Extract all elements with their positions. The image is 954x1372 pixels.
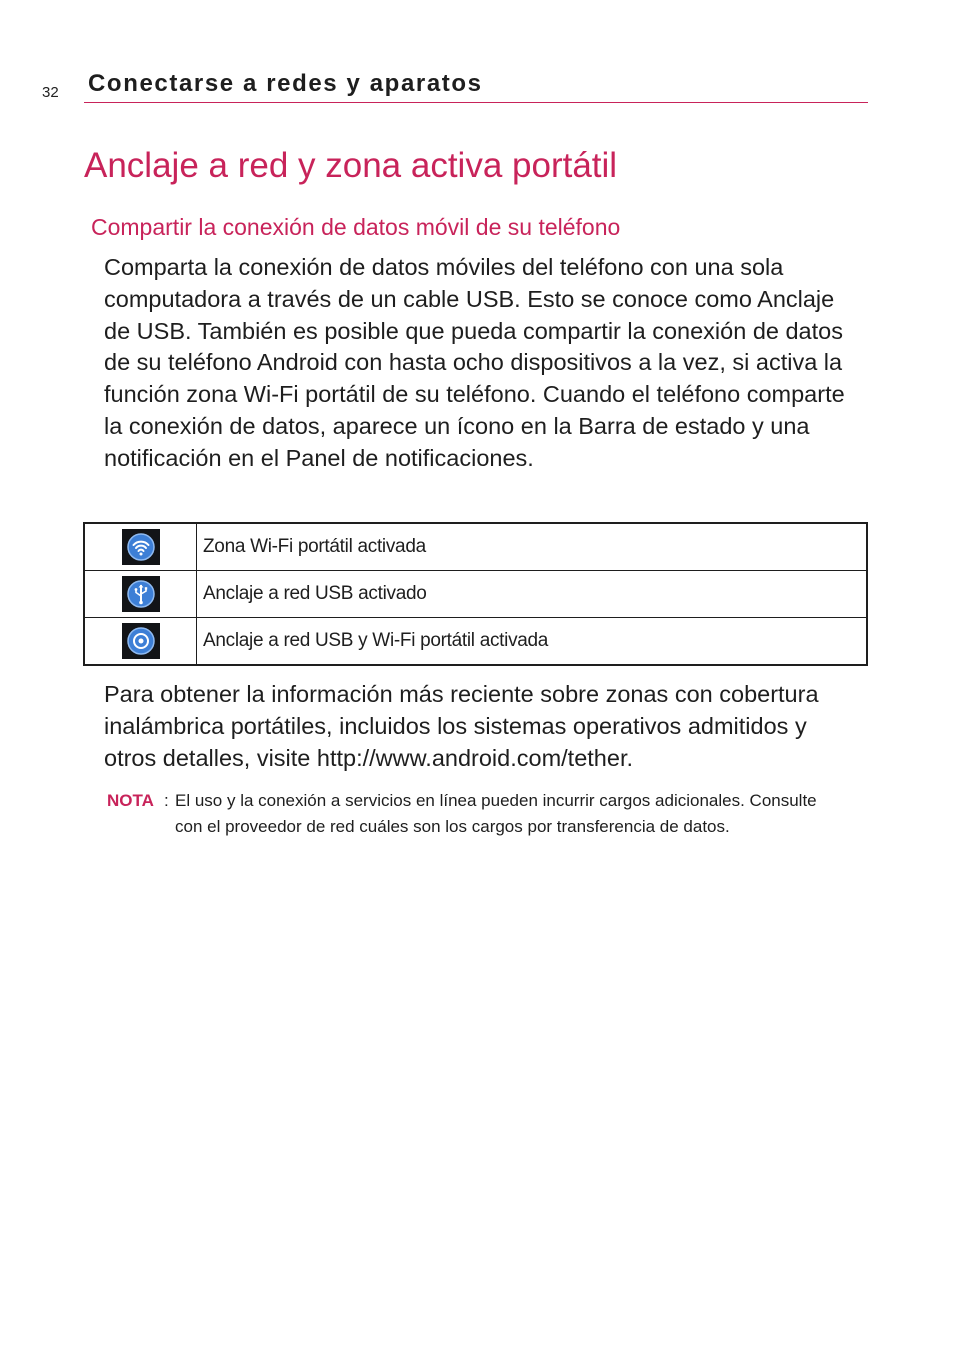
outro-paragraph: Para obtener la información más reciente sobre zonas con cobertura inalámbrica portátiles, incluidos los sistemas operativos admitidos y otros detalles, visite http://www.android.com/tether. [104,681,819,771]
status-label: Zona Wi-Fi portátil activada [197,523,868,571]
icon-cell [84,618,197,666]
status-label: Anclaje a red USB activado [197,571,868,618]
page-title: Anclaje a red y zona activa portátil [84,146,618,185]
section-header-title: Conectarse a redes y aparatos [88,70,483,97]
icon-cell [84,523,197,571]
section-subtitle: Compartir la conexión de datos móvil de su teléfono [91,214,621,240]
wifi-hotspot-icon [122,529,160,565]
page-number: 32 [42,84,59,101]
intro-paragraph: Comparta la conexión de datos móviles del teléfono con una sola computadora a través de un cable USB. Esto se conoce como Anclaje de USB. También es posible que pueda compartir la conexión de datos de su teléfono Android con hasta ocho dispositivos a la vez, si activa la función zona Wi-Fi portátil de su teléfono. Cuando el teléfono comparte la conexión de datos, aparece un ícono en la Barra de estado y una notificación en el Panel de notificaciones. [104,254,845,471]
note-block [107,788,847,839]
note-text: El uso y la conexión a servicios en línea pueden incurrir cargos adicionales. Consulte con el proveedor de red cuáles son los cargos por transferencia de datos. [175,791,817,836]
header-divider [84,102,868,103]
table-row [84,571,867,618]
note-separator: : [164,791,169,810]
note-label: NOTA [107,791,154,810]
table-row [84,618,867,666]
status-label: Anclaje a red USB y Wi-Fi portátil activada [197,618,868,666]
usb-tether-icon [122,576,160,612]
status-icons-table [83,522,868,666]
icon-cell [84,571,197,618]
usb-wifi-tether-icon [122,623,160,659]
table-row [84,523,867,571]
